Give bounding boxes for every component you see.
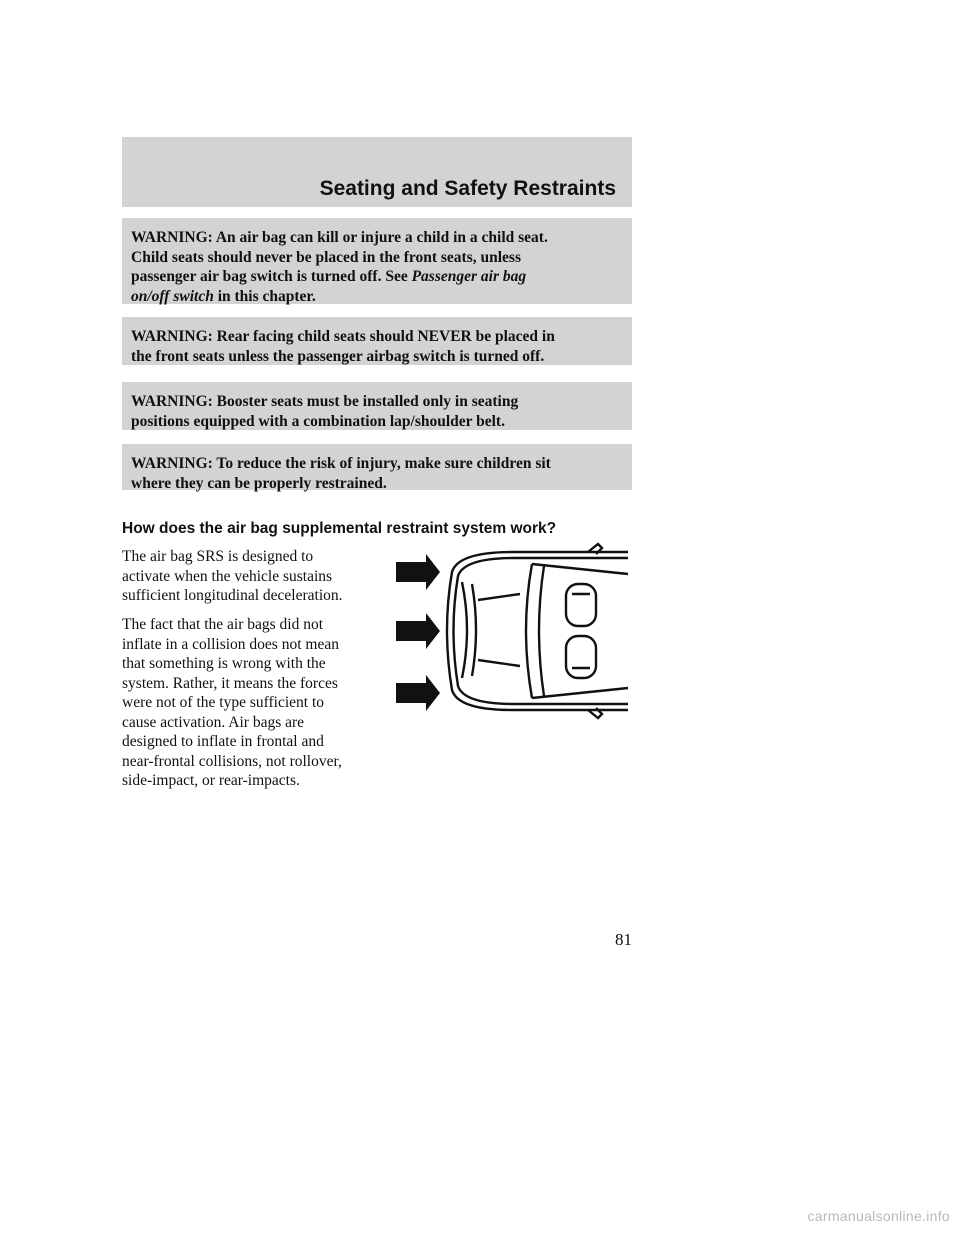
paragraph-line: sufficient longitudinal deceleration.	[122, 587, 343, 604]
warning-box-restrain-children	[122, 444, 632, 490]
paragraph-line: cause activation. Air bags are	[122, 713, 305, 731]
cross-reference-link: Passenger air bag	[411, 268, 527, 285]
paragraph-line: near-frontal collisions, not rollover,	[122, 752, 342, 770]
paragraph-line: system. Rather, it means the forces	[122, 674, 338, 692]
car-frontal-impact-icon	[392, 540, 632, 720]
impact-arrow-icon	[396, 675, 440, 711]
warning-line: WARNING: An air bag can kill or injure a child in a child seat.	[131, 229, 548, 246]
warning-line: WARNING: Rear facing child seats should NEVER be placed in	[131, 328, 555, 345]
warning-line: where they can be properly restrained.	[131, 474, 387, 492]
watermark: carmanualsonline.info	[807, 1208, 950, 1224]
warning-line: the front seats unless the passenger airbag switch is turned off.	[131, 347, 545, 365]
paragraph-collision	[122, 615, 392, 791]
paragraph-line: The fact that the air bags did not	[122, 616, 324, 633]
warning-line: WARNING: To reduce the risk of injury, make sure children sit	[131, 455, 551, 472]
warning-text: passenger air bag switch is turned off. See	[131, 268, 412, 285]
page-number: 81	[615, 930, 632, 949]
warning-line: positions equipped with a combination lap/shoulder belt.	[131, 412, 505, 430]
warning-line	[131, 267, 620, 287]
chapter-title: Seating and Safety Restraints	[319, 177, 616, 200]
chapter-header	[122, 137, 632, 207]
warning-box-child-seat	[122, 218, 632, 304]
warning-line	[131, 287, 620, 307]
paragraph-activation	[122, 547, 392, 606]
warning-line: WARNING: Booster seats must be installed only in seating	[131, 393, 519, 410]
paragraph-line: side-impact, or rear-impacts.	[122, 772, 300, 789]
section-heading: How does the air bag supplemental restraint system work?	[122, 520, 557, 537]
paragraph-line: inflate in a collision does not mean	[122, 635, 339, 653]
paragraph-line: The air bag SRS is designed to	[122, 548, 314, 565]
warning-box-rear-facing	[122, 317, 632, 365]
paragraph-line: designed to inflate in frontal and	[122, 733, 324, 750]
warning-text: in this chapter.	[213, 287, 316, 305]
cross-reference-link: on/off switch	[131, 287, 214, 305]
warning-box-booster-seat	[122, 382, 632, 430]
paragraph-line: that something is wrong with the	[122, 655, 326, 672]
paragraph-line: were not of the type sufficient to	[122, 694, 325, 711]
paragraph-line: activate when the vehicle sustains	[122, 567, 333, 585]
warning-line: Child seats should never be placed in the front seats, unless	[131, 248, 521, 266]
impact-arrow-icon	[396, 554, 440, 590]
impact-arrow-icon	[396, 613, 440, 649]
car-outline	[447, 544, 628, 718]
